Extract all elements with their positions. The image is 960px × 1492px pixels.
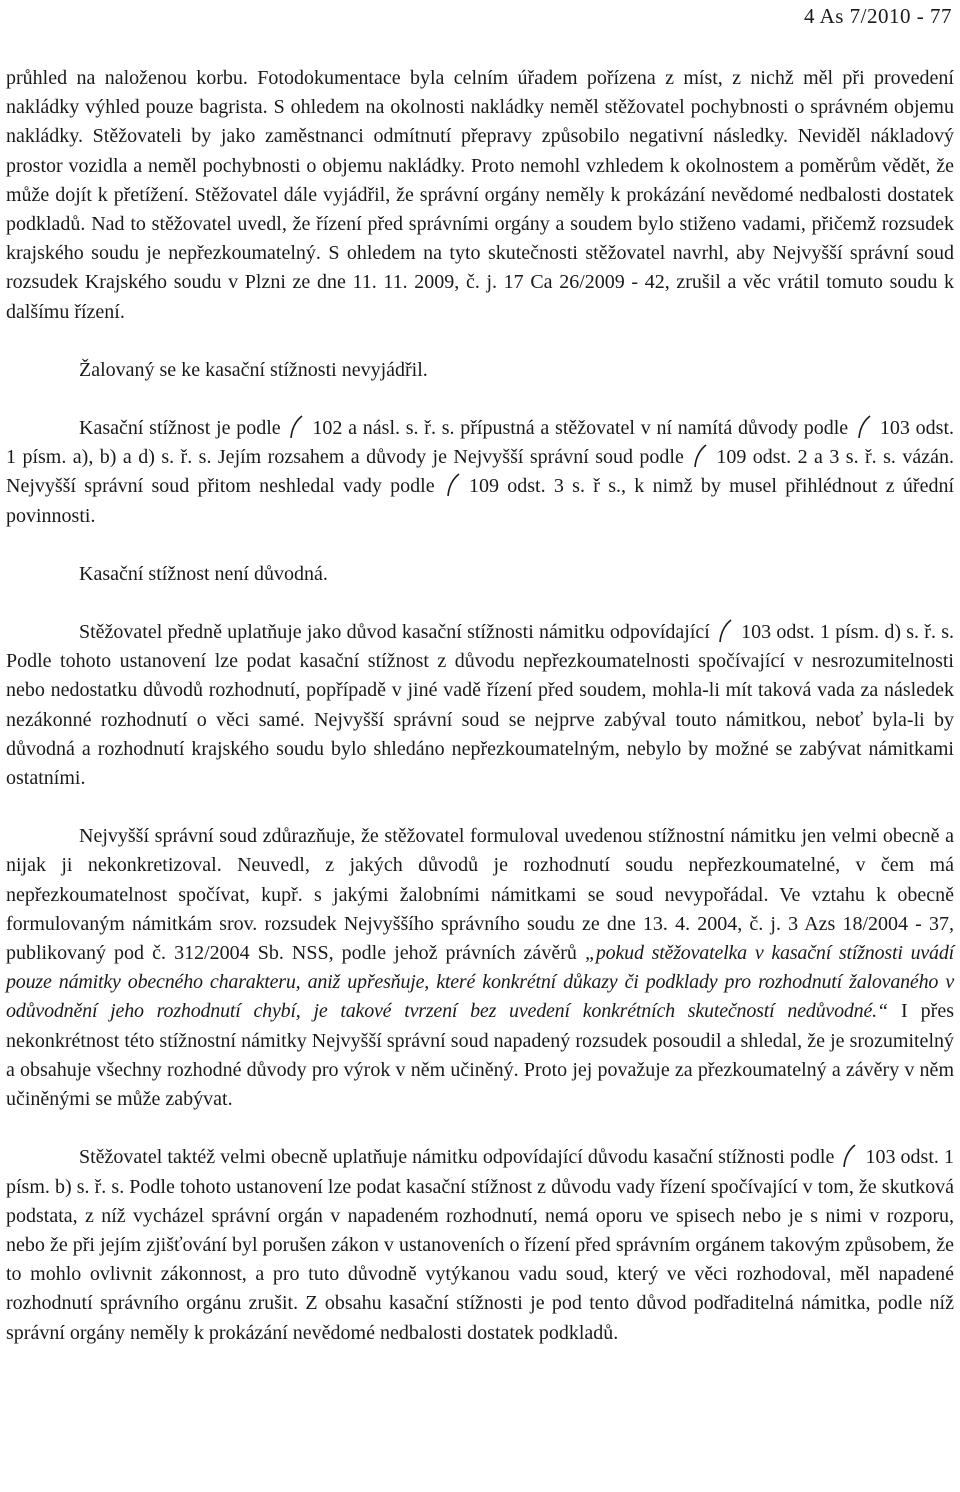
text-segment: Stěžovatel předně uplatňuje jako důvod kasační stížnosti námitku odpovídající [79, 621, 710, 644]
section-symbol-icon [445, 472, 463, 498]
paragraph-defendant-response: Žalovaný se ke kasační stížnosti nevyjádřil. [79, 358, 428, 381]
paragraph-complainant-arguments: průhled na naloženou korbu. Fotodokumentace byla celním úřadem pořízena z míst, z nichž měl při provedení nakládky výhled pouze bagrista. S ohledem na okolnosti nakládky neměl stěžovatel pochybnosti o správném objemu nakládky. Stěžovateli by jako zaměstnanci odmítnutí přepravy způsobilo negativní následky. Neviděl nákladový prostor vozidla a neměl pochybnosti o objemu nakládky. Proto nemohl vzhledem k okolnostem a poměrům vědět, že může dojít k přetížení. Stěžovatel dále vyjádřil, že správní orgány neměly k prokázání nevědomé nedbalosti dostatek podkladů. Nad to stěžovatel uvedl, že řízení před správními orgány a soudem bylo stiženo vadami, přičemž rozsudek krajského soudu je nepřezkoumatelný. S ohledem na tyto skutečnosti stěžovatel navrhl, aby Nejvyšší správní soud rozsudek Krajského soudu v Plzni ze dne 11. 11. 2009, č. j. 17 Ca 26/2009 - 42, zrušil a věc vrátil tomuto soudu k dalšímu řízení. [6, 67, 954, 323]
text-segment: 109 odst. 3 s. ř s., k nimž by musel přihlédnout z úřední povinnosti. [6, 475, 955, 527]
text-segment: 103 odst. 1 písm. d) s. ř. s. Podle tohoto ustanovení lze podat kasační stížnost z důvodu nepřezkoumatelnosti spočívající v nesrozumitelnosti nebo nedostatku důvodů rozhodnutí, popřípadě v jiné vadě řízení před soudem, mohla-li mít taková vada za následek nezákonné rozhodnutí o věci samé. Nejvyšší správní soud se nejprve zabýval touto námitkou, neboť byla-li by důvodná a rozhodnutí krajského soudu bylo shledáno nepřezkoumatelným, nebylo by možné se zabývat námitkami ostatními. [6, 621, 955, 790]
text-segment: Kasační stížnost je podle [79, 417, 281, 440]
page-reference: 4 As 7/2010 - 77 [803, 4, 952, 28]
section-symbol-icon [692, 443, 710, 469]
text-segment: 103 odst. 1 písm. a), b) a d) s. ř. s. Jejím rozsahem a důvody je Nejvyšší správní soud podle [6, 417, 954, 469]
section-symbol-icon [856, 414, 874, 440]
case-law-quote: „pokud stěžovatelka v kasační stížnosti uvádí pouze námitky obecného charakteru, aniž upřesňuje, které konkrétní důkazy či podklady pro rozhodnutí žalovaného v odůvodnění jeho rozhodnutí chybí, je takové tvrzení bez uvedení konkrétních skutečností nedůvodné.“ [6, 942, 955, 1023]
paragraph-admissibility [6, 414, 954, 531]
paragraph-review-ground [6, 618, 954, 793]
paragraph-general-objection [6, 822, 954, 1114]
paragraph-procedural-defect [6, 1143, 954, 1347]
text-segment: 102 a násl. s. ř. s. přípustná a stěžovatel v ní namítá důvody podle [312, 417, 849, 440]
text-segment: Stěžovatel taktéž velmi obecně uplatňuje námitku odpovídající důvodu kasační stížnosti podle [79, 1146, 835, 1169]
text-segment: 103 odst. 1 písm. b) s. ř. s. Podle tohoto ustanovení lze podat kasační stížnost z důvodu vady řízení spočívající v tom, že skutková podstata, z níž vycházel správní orgán v napadeném rozhodnutí, nemá oporu ve spisech nebo je s nimi v rozporu, nebo že při jejím zjišťování byl porušen zákon v ustanoveních o řízení před správním orgánem takovým způsobem, že to mohlo ovlivnit zákonnost, a pro tuto důvodně vytýkanou vadu soud, který ve věci rozhodoval, měl napadené rozhodnutí správního orgánu zrušit. Z obsahu kasační stížnosti je pod tento důvod podřaditelná námitka, podle níž správní orgány neměly k prokázání nevědomé nedbalosti dostatek podkladů. [6, 1146, 955, 1344]
section-symbol-icon [841, 1143, 859, 1169]
document-body [6, 64, 954, 1348]
text-segment: 109 odst. 2 a 3 s. ř. s. vázán. Nejvyšší správní soud přitom neshledal vady podle [6, 446, 954, 498]
paragraph-conclusion: Kasační stížnost není důvodná. [79, 562, 328, 585]
section-symbol-icon [288, 414, 306, 440]
text-segment: I přes nekonkrétnost této stížnostní námitky Nejvyšší správní soud napadený rozsudek posoudil a shledal, že je srozumitelný a obsahuje všechny rozhodné důvody pro výrok v něm učiněný. Proto jej považuje za přezkoumatelný a závěry v něm učiněnými se může zabývat. [6, 1000, 955, 1111]
text-segment: Nejvyšší správní soud zdůrazňuje, že stěžovatel formuloval uvedenou stížnostní námitku jen velmi obecně a nijak ji nekonkretizoval. Neuvedl, z jakých důvodů je rozhodnutí soudu nepřezkoumatelné, v čem má nepřezkoumatelnost spočívat, kupř. s jakými žalobními námitkami se soud nevypořádal. Ve vztahu k obecně formulovaným námitkám srov. rozsudek Nejvyššího správního soudu ze dne 13. 4. 2004, č. j. 3 Azs 18/2004 - 37, publikovaný pod č. 312/2004 Sb. NSS, podle jehož právních závěrů [6, 825, 954, 965]
section-symbol-icon [717, 618, 735, 644]
